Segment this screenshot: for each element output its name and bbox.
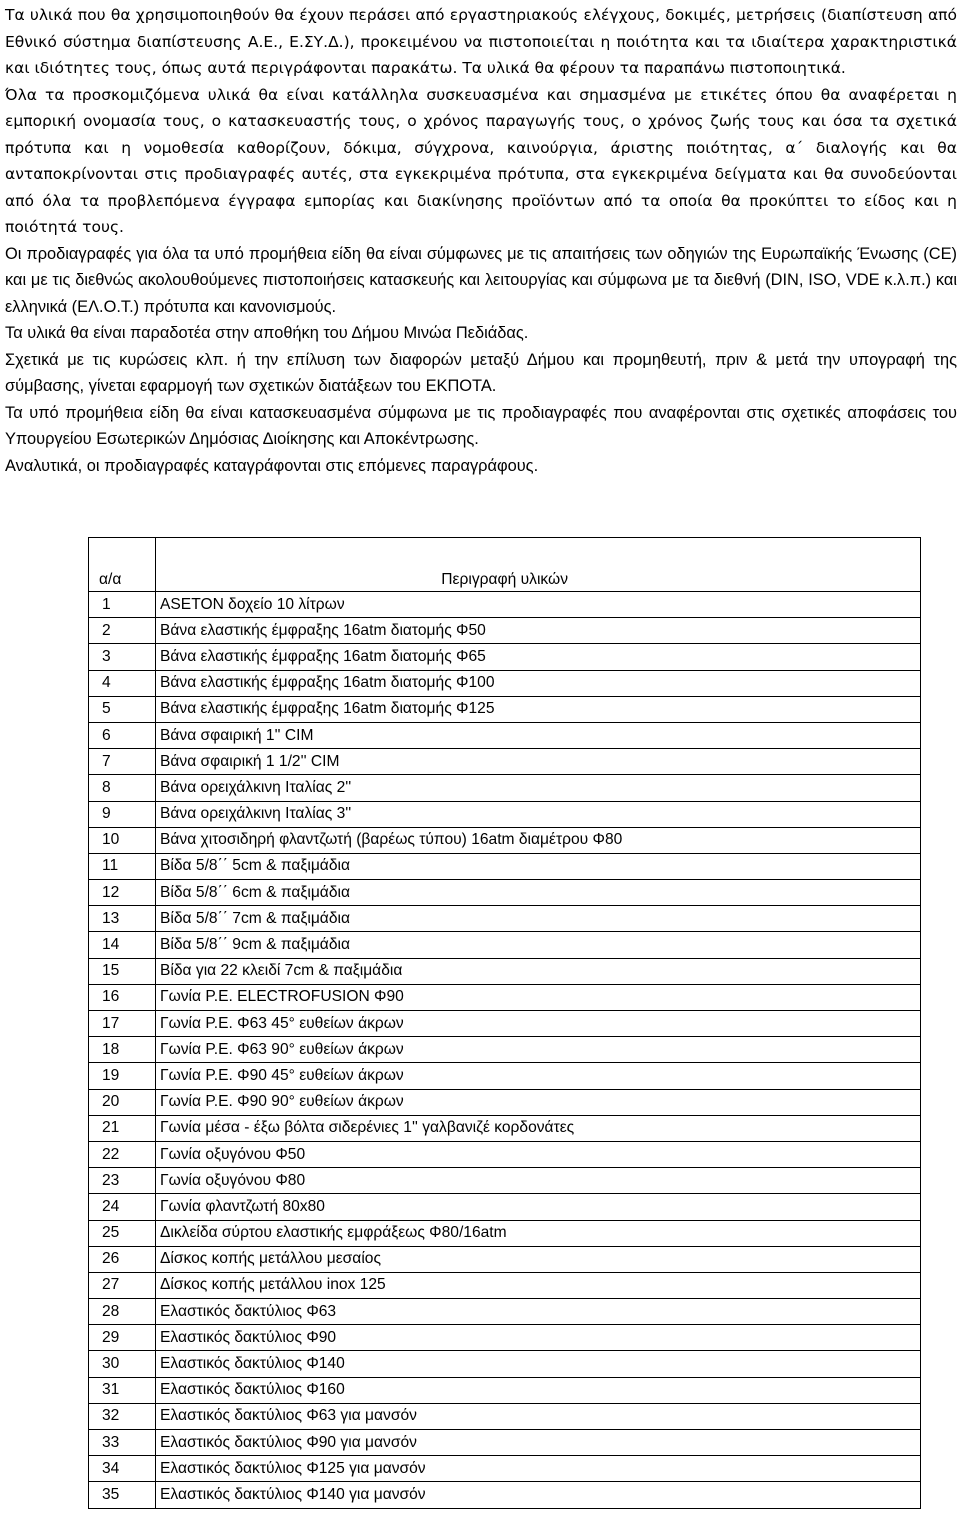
table-row — [89, 722, 921, 748]
table-row — [89, 670, 921, 696]
row-number: 7 — [89, 749, 156, 775]
paragraph-details: Αναλυτικά, οι προδιαγραφές καταγράφονται στις επόμενες παραγράφους. — [5, 456, 539, 475]
table-row — [89, 1351, 921, 1377]
table-row — [89, 984, 921, 1010]
row-description: Δίσκος κοπής μετάλλου μεσαίος — [156, 1246, 921, 1272]
row-number: 9 — [89, 801, 156, 827]
row-number: 25 — [89, 1220, 156, 1246]
row-description: Βάνα ελαστικής έμφραξης 16atm διατομής Φ125 — [156, 696, 921, 722]
table-row — [89, 1220, 921, 1246]
row-number: 8 — [89, 775, 156, 801]
row-number: 16 — [89, 984, 156, 1010]
table-row — [89, 1141, 921, 1167]
table-row — [89, 1430, 921, 1456]
row-number: 33 — [89, 1430, 156, 1456]
row-number: 12 — [89, 880, 156, 906]
row-description: Βίδα για 22 κλειδί 7cm & παξιμάδια — [156, 958, 921, 984]
table-row — [89, 1037, 921, 1063]
row-description: Γωνία P.E. Φ90 45° ευθείων άκρων — [156, 1063, 921, 1089]
table-row — [89, 644, 921, 670]
table-row — [89, 1456, 921, 1482]
table-row — [89, 801, 921, 827]
row-description: Γωνία οξυγόνου Φ50 — [156, 1141, 921, 1167]
row-description: Γωνία P.E. ELECTROFUSION Φ90 — [156, 984, 921, 1010]
row-number: 20 — [89, 1089, 156, 1115]
table-row — [89, 1115, 921, 1141]
row-description: Δικλείδα σύρτου ελαστικής εμφράξεως Φ80/16atm — [156, 1220, 921, 1246]
row-number: 11 — [89, 853, 156, 879]
header-description: Περιγραφή υλικών — [156, 538, 921, 592]
table-row — [89, 1299, 921, 1325]
document-page — [5, 2, 957, 479]
row-description: Ελαστικός δακτύλιος Φ63 για μανσόν — [156, 1403, 921, 1429]
row-description: Γωνία μέσα - έξω βόλτα σιδερένιες 1'' γαλβανιζέ κορδονάτες — [156, 1115, 921, 1141]
table-row — [89, 592, 921, 618]
row-number: 24 — [89, 1194, 156, 1220]
row-description: Βάνα ελαστικής έμφραξης 16atm διατομής Φ65 — [156, 644, 921, 670]
row-number: 2 — [89, 618, 156, 644]
table-row — [89, 932, 921, 958]
row-number: 28 — [89, 1299, 156, 1325]
row-number: 4 — [89, 670, 156, 696]
table-row — [89, 827, 921, 853]
table-row — [89, 696, 921, 722]
row-number: 26 — [89, 1246, 156, 1272]
row-number: 22 — [89, 1141, 156, 1167]
row-number: 30 — [89, 1351, 156, 1377]
row-description: Βάνα ορειχάλκινη Ιταλίας 2'' — [156, 775, 921, 801]
table-body — [89, 592, 921, 1509]
table-row — [89, 1377, 921, 1403]
row-description: Ελαστικός δακτύλιος Φ90 — [156, 1325, 921, 1351]
row-number: 31 — [89, 1377, 156, 1403]
row-number: 27 — [89, 1272, 156, 1298]
row-description: Βάνα ορειχάλκινη Ιταλίας 3'' — [156, 801, 921, 827]
row-description: Βίδα 5/8΄΄ 9cm & παξιμάδια — [156, 932, 921, 958]
table-row — [89, 1194, 921, 1220]
row-number: 5 — [89, 696, 156, 722]
table-row — [89, 1272, 921, 1298]
table-row — [89, 1011, 921, 1037]
row-description: Ελαστικός δακτύλιος Φ125 για μανσόν — [156, 1456, 921, 1482]
row-description: Γωνία φλαντζωτή 80x80 — [156, 1194, 921, 1220]
table-row — [89, 958, 921, 984]
row-number: 35 — [89, 1482, 156, 1508]
row-description: Γωνία P.E. Φ90 90° ευθείων άκρων — [156, 1089, 921, 1115]
row-description: Ελαστικός δακτύλιος Φ140 για μανσόν — [156, 1482, 921, 1508]
table-header-row — [89, 538, 921, 592]
paragraph-specifications: Οι προδιαγραφές για όλα τα υπό προμήθεια είδη θα είναι σύμφωνες με τις απαιτήσεις των οδηγιών της Ευρωπαϊκής Ένωσης (CE) και με τις διεθνώς ακολουθούμενες πιστοποιήσεις κατασκευής και λειτουργίας και σύμφωνα με τα διεθνή (DIN, ISO, VDE κ.λ.π.) και ελληνικά (ΕΛ.Ο.Τ.) πρότυπα και κανονισμούς. — [5, 244, 957, 316]
table-row — [89, 880, 921, 906]
row-number: 1 — [89, 592, 156, 618]
materials-table — [88, 537, 921, 1509]
row-number: 17 — [89, 1011, 156, 1037]
row-description: Δίσκος κοπής μετάλλου inox 125 — [156, 1272, 921, 1298]
table-row — [89, 1063, 921, 1089]
row-number: 15 — [89, 958, 156, 984]
row-description: Βίδα 5/8΄΄ 6cm & παξιμάδια — [156, 880, 921, 906]
row-number: 32 — [89, 1403, 156, 1429]
row-description: Γωνία οξυγόνου Φ80 — [156, 1168, 921, 1194]
row-number: 21 — [89, 1115, 156, 1141]
row-number: 3 — [89, 644, 156, 670]
row-description: Βάνα σφαιρική 1'' CIM — [156, 722, 921, 748]
row-number: 29 — [89, 1325, 156, 1351]
table-row — [89, 1325, 921, 1351]
row-number: 19 — [89, 1063, 156, 1089]
row-description: Βίδα 5/8΄΄ 7cm & παξιμάδια — [156, 906, 921, 932]
table-row — [89, 618, 921, 644]
paragraph-penalties: Σχετικά με τις κυρώσεις κλπ. ή την επίλυση των διαφορών μεταξύ Δήμου και προμηθευτή, πριν & μετά την υπογραφή της σύμβασης, γίνεται εφαρμογή των σχετικών διατάξεων του ΕΚΠΟΤΑ. — [5, 350, 957, 395]
paragraph-packaging: Όλα τα προσκομιζόμενα υλικά θα είναι κατάλληλα συσκευασμένα και σημασμένα με ετικέτες όπου θα αναφέρεται η εμπορική ονομασία τους, ο κατασκευαστής τους, ο χρόνος παραγωγής τους, ο χρόνος ζωής τους και όσα τα σχετικά πρότυπα και η νομοθεσία καθορίζουν, δόκιμα, σύγχρονα, καινούργια, άριστης ποιότητας, α΄ διαλογής και θα ανταποκρίνονται στις προδιαγραφές αυτές, στα εγκεκριμένα πρότυπα, στα εγκεκριμένα δείγματα και θα συνοδεύονται από όλα τα προβλεπόμενα έγγραφα εμπορίας και διακίνησης προϊόντων από τα οποία θα προκύπτει το είδος και η ποιότητά τους. — [5, 85, 957, 236]
table-row — [89, 1246, 921, 1272]
row-description: Ελαστικός δακτύλιος Φ90 για μανσόν — [156, 1430, 921, 1456]
row-number: 6 — [89, 722, 156, 748]
row-description: Βάνα ελαστικής έμφραξης 16atm διατομής Φ100 — [156, 670, 921, 696]
row-description: Ελαστικός δακτύλιος Φ140 — [156, 1351, 921, 1377]
row-number: 34 — [89, 1456, 156, 1482]
row-description: Βάνα ελαστικής έμφραξης 16atm διατομής Φ50 — [156, 618, 921, 644]
row-number: 14 — [89, 932, 156, 958]
table-row — [89, 749, 921, 775]
row-number: 23 — [89, 1168, 156, 1194]
row-description: Γωνία P.E. Φ63 90° ευθείων άκρων — [156, 1037, 921, 1063]
row-description: Γωνία P.E. Φ63 45° ευθείων άκρων — [156, 1011, 921, 1037]
row-number: 10 — [89, 827, 156, 853]
table-row — [89, 1089, 921, 1115]
paragraph-certification: Τα υλικά που θα χρησιμοποιηθούν θα έχουν περάσει από εργαστηριακούς ελέγχους, δοκιμές, μετρήσεις (διαπίστευση από Εθνικό σύστημα διαπίστευσης Α.Ε., Ε.ΣΥ.Δ.), προκειμένου να πιστοποιείται η ποιότητα και τα ιδιαίτερα χαρακτηριστικά και ιδιότητες τους, όπως αυτά περιγράφονται παρακάτω. Τα υλικά θα φέρουν τα παραπάνω πιστοποιητικά. — [5, 6, 957, 77]
row-description: ASETON δοχείο 10 λίτρων — [156, 592, 921, 618]
table-row — [89, 775, 921, 801]
row-description: Ελαστικός δακτύλιος Φ160 — [156, 1377, 921, 1403]
row-description: Ελαστικός δακτύλιος Φ63 — [156, 1299, 921, 1325]
table-row — [89, 906, 921, 932]
table-row — [89, 1168, 921, 1194]
table-row — [89, 853, 921, 879]
header-number: α/α — [89, 538, 156, 592]
row-number: 13 — [89, 906, 156, 932]
table-row — [89, 1403, 921, 1429]
row-description: Βίδα 5/8΄΄ 5cm & παξιμάδια — [156, 853, 921, 879]
paragraph-delivery: Τα υλικά θα είναι παραδοτέα στην αποθήκη του Δήμου Μινώα Πεδιάδας. — [5, 324, 529, 342]
paragraph-ministry: Τα υπό προμήθεια είδη θα είναι κατασκευασμένα σύμφωνα με τις προδιαγραφές που αναφέρονται στις σχετικές αποφάσεις του Υπουργείου Εσωτερικών Δημόσιας Διοίκησης και Αποκέντρωσης. — [5, 403, 957, 448]
table-row — [89, 1482, 921, 1508]
row-description: Βάνα χιτοσιδηρή φλαντζωτή (βαρέως τύπου) 16atm διαμέτρου Φ80 — [156, 827, 921, 853]
row-description: Βάνα σφαιρική 1 1/2'' CIM — [156, 749, 921, 775]
row-number: 18 — [89, 1037, 156, 1063]
